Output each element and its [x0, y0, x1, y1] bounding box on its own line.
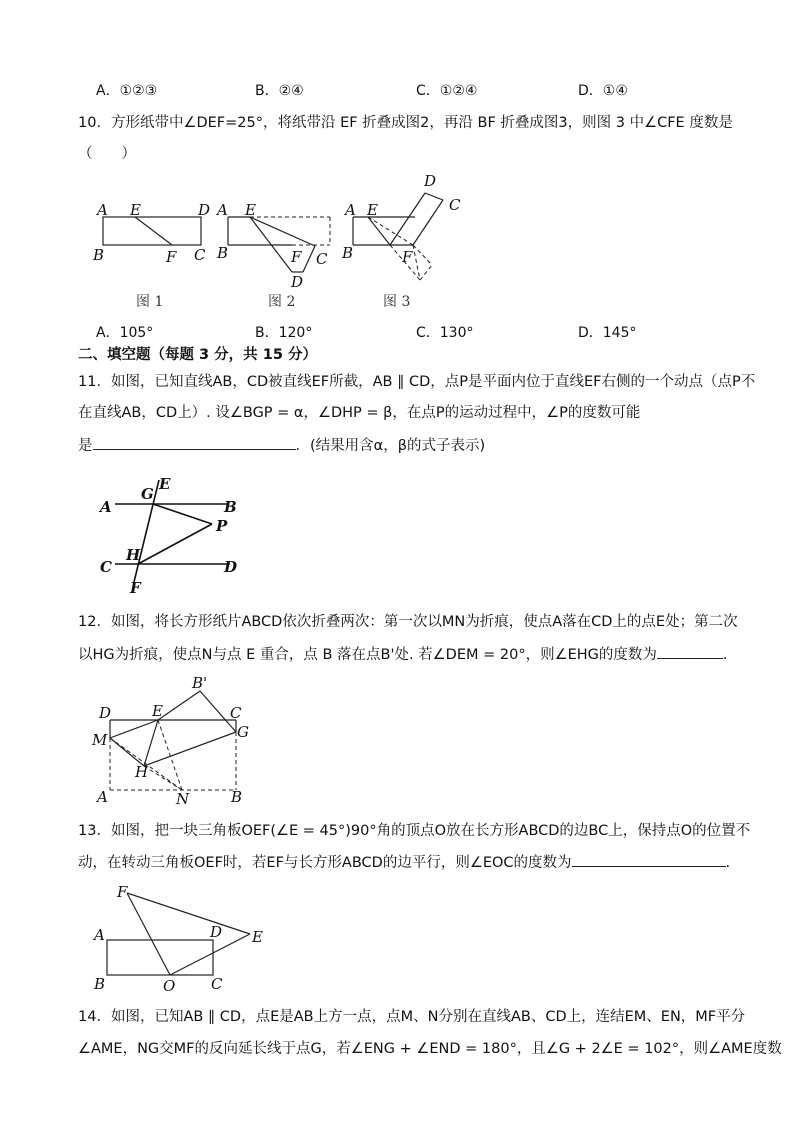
q10-stem: 10．方形纸带中∠DEF=25°，将纸带沿 EF 折叠成图2，再沿 BF 折叠成图3，则图 3 中∠CFE 度数是 [78, 115, 733, 131]
q9-option-a: A．①②③ [96, 83, 158, 99]
svg-text:D: D [210, 923, 223, 941]
svg-text:A: A [97, 788, 108, 806]
svg-text:G: G [237, 723, 249, 741]
svg-text:F: F [291, 248, 302, 266]
svg-text:C: C [211, 975, 223, 993]
svg-text:A: A [217, 201, 228, 219]
q14-line-2: ∠AME，NG交MF的反向延长线于点G，若∠ENG + ∠END = 180°，且∠G + 2∠E = 102°，则∠AME度数 [78, 1041, 782, 1057]
svg-text:B: B [231, 788, 243, 806]
q10-option-b: B．120° [255, 325, 313, 341]
svg-text:O: O [163, 977, 176, 995]
svg-text:A: A [94, 926, 105, 944]
svg-text:H: H [126, 546, 141, 564]
q10-option-a: A．105° [96, 325, 154, 341]
svg-text:C: C [100, 558, 112, 576]
svg-text:F: F [117, 883, 128, 901]
svg-text:F: F [402, 248, 413, 266]
q12-line-2: 以HG为折痕，使点N与点 E 重合，点 B 落在点B'处. 若∠DEM = 20°，则∠EHG的度数为 . [78, 643, 728, 665]
q13-line-1: 13．如图，把一块三角板OEF(∠E = 45°)90°角的顶点O放在长方形ABCD的边BC上，保持点O的位置不 [78, 823, 751, 839]
figure-caption-1: 图 1 [136, 294, 164, 310]
svg-text:F: F [130, 579, 141, 597]
q10-option-c: C．130° [416, 325, 474, 341]
svg-text:D: D [198, 201, 211, 219]
svg-text:E: E [159, 475, 171, 493]
q11-line-1: 11．如图，已知直线AB，CD被直线EF所截，AB ∥ CD，点P是平面内位于直线EF右侧的一个动点（点P不 [78, 374, 756, 390]
svg-text:B: B [94, 975, 106, 993]
q11-line-2: 在直线AB，CD上）. 设∠BGP = α，∠DHP = β，在点P的运动过程中，∠P的度数可能 [78, 405, 641, 421]
svg-text:N: N [176, 790, 190, 808]
svg-text:B: B [93, 246, 105, 264]
svg-text:C: C [194, 246, 206, 264]
svg-text:E: E [367, 201, 378, 219]
svg-text:C: C [449, 196, 461, 214]
q14-line-1: 14．如图，已知AB ∥ CD，点E是AB上方一点，点M、N分别在直线AB、CD上，连结EM、EN，MF平分 [78, 1009, 746, 1025]
svg-text:G: G [141, 485, 154, 503]
svg-text:M: M [92, 731, 108, 749]
svg-text:H: H [135, 763, 149, 781]
svg-text:E: E [245, 201, 256, 219]
svg-text:D: D [291, 273, 304, 291]
figure-caption-3: 图 3 [383, 294, 411, 310]
q9-option-b: B．②④ [255, 83, 304, 99]
q10-option-d: D．145° [578, 325, 637, 341]
q12-line-1: 12．如图，将长方形纸片ABCD依次折叠两次：第一次以MN为折痕，使点A落在CD上的点E处；第二次 [78, 614, 738, 630]
svg-text:A: A [100, 498, 112, 516]
svg-text:E: E [130, 201, 141, 219]
q9-option-c: C．①②④ [416, 83, 478, 99]
svg-text:C: C [316, 250, 328, 268]
svg-text:B: B [342, 244, 354, 262]
section-2-title: 二、填空题（每题 3 分，共 15 分） [78, 347, 317, 363]
q13-line-2: 动，在转动三角板OEF时，若EF与长方形ABCD的边平行，则∠EOC的度数为 . [78, 851, 730, 873]
q11-line-3: 是 ．(结果用含α，β的式子表示) [78, 434, 485, 456]
svg-text:C: C [230, 704, 242, 722]
svg-text:B': B' [192, 674, 208, 692]
svg-text:E: E [252, 928, 263, 946]
figure-caption-2: 图 2 [268, 294, 296, 310]
svg-text:A: A [345, 201, 356, 219]
svg-text:D: D [99, 704, 112, 722]
svg-text:P: P [216, 517, 228, 535]
svg-text:D: D [424, 172, 437, 190]
svg-text:E: E [152, 702, 163, 720]
q9-option-d: D．①④ [578, 83, 628, 99]
svg-text:A: A [97, 201, 108, 219]
svg-text:F: F [166, 248, 177, 266]
q10-answer-paren: （ ） [78, 146, 136, 162]
svg-text:B: B [217, 244, 229, 262]
svg-text:B: B [224, 498, 237, 516]
svg-text:D: D [224, 558, 238, 576]
